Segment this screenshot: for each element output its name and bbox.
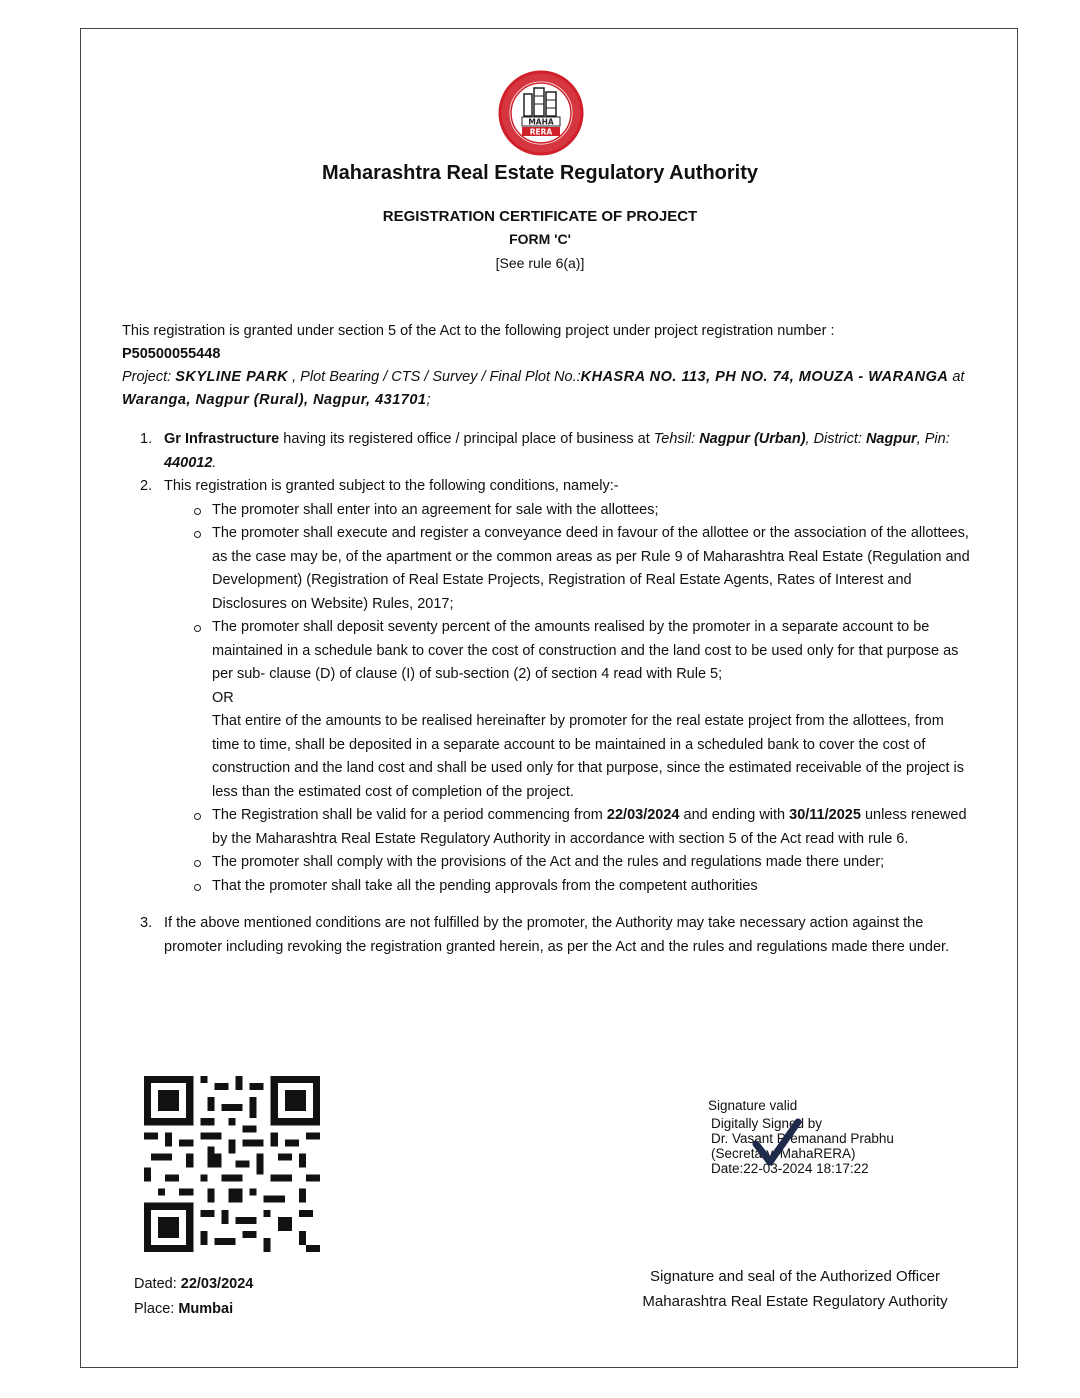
- maharera-logo: [498, 70, 584, 156]
- place-label: Place:: [134, 1301, 175, 1317]
- dated-value: 22/03/2024: [180, 1276, 254, 1292]
- project-line: [122, 366, 972, 412]
- project-name: SKYLINE PARK: [175, 369, 289, 385]
- list-item-3: [140, 912, 972, 959]
- validity-start: 22/03/2024: [606, 807, 680, 823]
- conditions-list: [140, 428, 972, 959]
- signature-caption-line2: Maharashtra Real Estate Regulatory Authority: [642, 1293, 948, 1310]
- item3-text: If the above mentioned conditions are not fulfilled by the promoter, the Authority may take necessary action against the promoter including revoking the registration granted herein, as per the Act and the rules and regulations made there under.: [164, 915, 950, 955]
- bullet-3-alt: That entire of the amounts to be realised hereinafter by promoter for the real estate project from the allottees, from time to time, shall be deposited in a separate account to be maintained in a scheduled bank to cover the cost of construction and the land cost and shall be used only for that purpose, since the estimated receivable of the project is less than the estimated cost of completion of the project.: [212, 713, 965, 800]
- pin-label: , Pin:: [916, 431, 950, 447]
- dated-place-block: [134, 1272, 253, 1322]
- item-number: 1.: [140, 431, 153, 447]
- dated-line: [134, 1272, 253, 1297]
- certificate-title: REGISTRATION CERTIFICATE OF PROJECT: [382, 208, 698, 225]
- bullet-5: The promoter shall comply with the provisions of the Act and the rules and regulations made there under;: [212, 851, 972, 875]
- svg-text:RERA: RERA: [529, 127, 553, 137]
- qr-code: [143, 1076, 321, 1252]
- item-number: 2.: [140, 478, 153, 494]
- signer-name: Dr. Vasant Premanand Prabhu: [711, 1131, 894, 1146]
- district-value: Nagpur: [865, 431, 917, 447]
- plot-label: , Plot Bearing / CTS / Survey / Final Plot No.:: [292, 369, 581, 385]
- validity-end: 30/11/2025: [789, 807, 861, 823]
- promoter-name: Gr Infrastructure: [164, 431, 280, 447]
- item1-end: .: [212, 454, 217, 471]
- district-label: , District:: [805, 431, 862, 447]
- org-title: Maharashtra Real Estate Regulatory Authority: [321, 162, 759, 184]
- bullet-4: [212, 804, 972, 851]
- project-label: Project:: [122, 369, 172, 385]
- or-separator: OR: [212, 689, 234, 706]
- list-item-2: [140, 475, 972, 898]
- validity-text-c: unless renewed by the Maharashtra Real Estate Regulatory Authority in accordance with section 5 of the Act read with rule 6.: [212, 807, 967, 847]
- rule-reference: [See rule 6(a)]: [495, 255, 585, 271]
- bullet-1: The promoter shall enter into an agreement for sale with the allottees;: [212, 499, 972, 523]
- registration-number: P50500055448: [122, 346, 221, 362]
- signature-caption: [620, 1264, 970, 1314]
- validity-text-a: The Registration shall be valid for a period commencing from: [212, 807, 603, 823]
- tehsil-label: Tehsil:: [653, 431, 696, 447]
- form-label: FORM 'C': [509, 231, 571, 247]
- item-number: 3.: [140, 915, 153, 931]
- svg-text:MAHA: MAHA: [528, 117, 554, 127]
- pin-value: 440012: [164, 454, 213, 471]
- intro-text: This registration is granted under section 5 of the Act to the following project under project registration number :: [122, 323, 835, 339]
- signature-date: Date:22-03-2024 18:17:22: [711, 1161, 869, 1176]
- place-value: Mumbai: [178, 1301, 234, 1317]
- list-item-1: [140, 428, 972, 475]
- project-location: Waranga, Nagpur (Rural), Nagpur, 431701: [122, 392, 427, 408]
- at-label: at: [952, 369, 965, 385]
- place-line: [134, 1297, 253, 1322]
- intro-end: ;: [426, 392, 431, 408]
- item2-text: This registration is granted subject to the following conditions, namely:-: [164, 478, 619, 494]
- tehsil-value: Nagpur (Urban): [699, 431, 806, 447]
- signature-signed-by: Digitally Signed by: [711, 1116, 823, 1131]
- intro-paragraph: [122, 320, 972, 412]
- item1-text: having its registered office / principal place of business at: [283, 431, 650, 447]
- signature-caption-line1: Signature and seal of the Authorized Officer: [650, 1268, 940, 1285]
- bullet-6: That the promoter shall take all the pending approvals from the competent authorities: [212, 875, 972, 899]
- bullet-2: The promoter shall execute and register a conveyance deed in favour of the allottee or the association of the allottees, as the case may be, of the apartment or the common areas as per Rule 9 of Maharashtra Real Estate (Regulation and Development) (Registration of Real Estate Projects, Registration of Real Estate Agents, Rates of Interest and Disclosures on Website) Rules, 2017;: [212, 522, 972, 616]
- condition-bullets: [164, 499, 972, 899]
- plot-number: KHASRA NO. 113, PH NO. 74, MOUZA - WARANGA: [580, 369, 949, 385]
- bullet-3: The promoter shall deposit seventy percent of the amounts realised by the promoter in a separate account to be maintained in a schedule bank to cover the cost of construction and the land cost to be used only for that purpose as per sub- clause (D) of clause (I) of sub-section (2) of section 4 read with Rule 5;: [212, 616, 972, 687]
- validity-text-b: and ending with: [683, 807, 786, 823]
- signer-designation: (Secretary, MahaRERA): [711, 1146, 856, 1161]
- dated-label: Dated:: [134, 1276, 177, 1292]
- signature-check-icon: [748, 1118, 804, 1174]
- signature-valid: Signature valid: [708, 1098, 798, 1113]
